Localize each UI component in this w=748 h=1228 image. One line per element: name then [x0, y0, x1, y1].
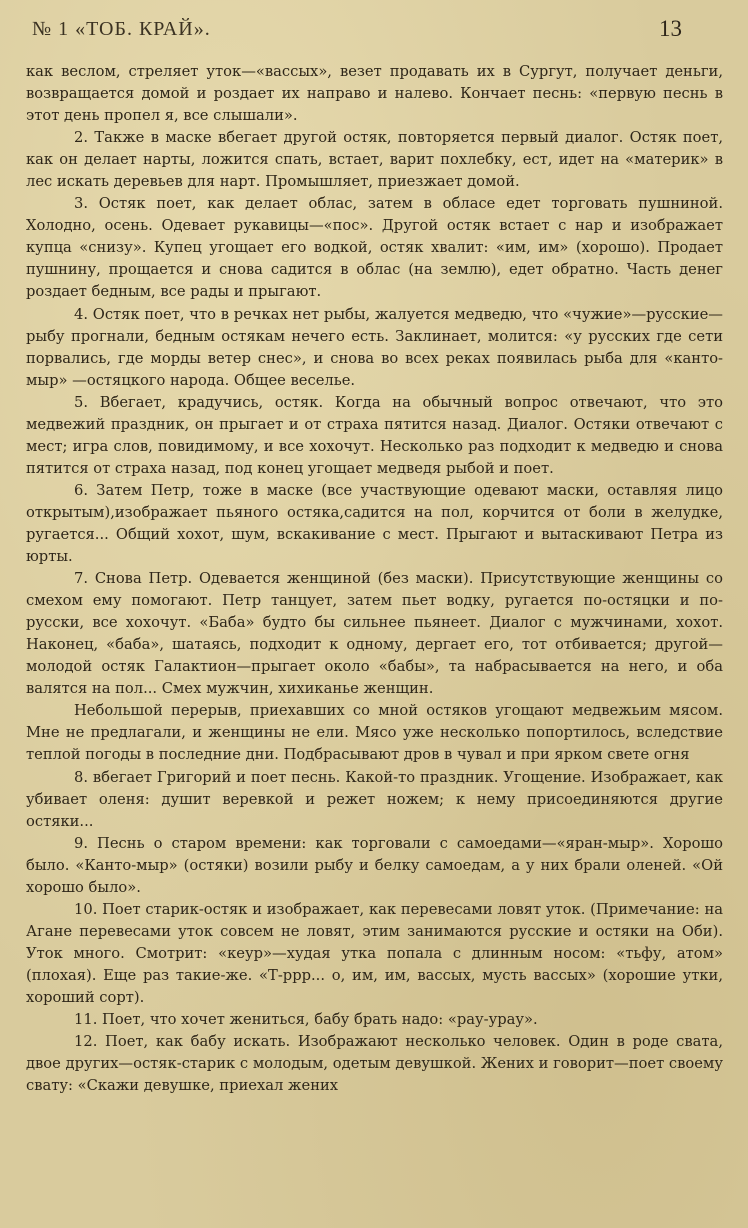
page-number: 13: [659, 16, 682, 41]
paragraph-4: 4. Остяк поет, что в речках нет рыбы, жалуется медведю, что «чужие»—русские—рыбу прогнали, бедным остякам нечего есть. Заклинает, молится: «у русских где сети порвались, где морды ветер снес», и снова во всех реках появилась рыба для «канто-мыр» —остяцкого народа. Общее веселье.: [26, 305, 723, 389]
paragraph-interlude: Небольшой перерыв, приехавших со мной остяков угощают медвежьим мясом. Мне не предлагали, и женщины не ели. Мясо уже несколько попортилось, вследствие теплой погоды в последние дни. Подбрасывают дров в чувал и при ярком свете огня: [26, 702, 723, 764]
paragraph-12: 12. Поет, как бабу искать. Изображают несколько человек. Один в роде свата, двое других—остяк-старик с молодым, одетым девушкой. Жених и говорит—поет своему свату: «Скажи девушке, приехал жених: [26, 1033, 723, 1095]
page-header: [28, 14, 682, 50]
paragraph-3: 3. Остяк поет, как делает облас, затем в обласе едет торговать пушниной. Холодно, осень. Одевает рукавицы—«пос». Другой остяк встает с нар и изображает купца «снизу». Купец угощает его водкой, остяк хвалит: «им, им» (хорошо). Продает пушнину, прощается и снова садится в облас (на землю), едет обратно. Часть денег роздает бедным, все рады и прыгают.: [26, 195, 723, 301]
paragraph-5: 5. Вбегает, крадучись, остяк. Когда на обычный вопрос отвечают, что это медвежий праздник, он прыгает и от страха пятится назад. Диалог. Остяки отвечают с мест; игра слов, повидимому, и все хохочут. Несколько раз подходит к медведю и снова пятится от страха назад, под конец угощает медведя рыбой и поет.: [26, 393, 723, 477]
running-head: № 1 «ТОБ. КРАЙ».: [32, 18, 211, 40]
body-text: [26, 61, 723, 1097]
paragraph-2: 2. Также в маске вбегает другой остяк, повторяется первый диалог. Остяк поет, как он делает нарты, ложится спать, встает, варит похлебку, ест, идет на «материк» в лес искать деревьев для нарт. Промышляет, приезжает домой.: [26, 129, 723, 191]
paragraph-7: 7. Снова Петр. Одевается женщиной (без маски). Присутствующие женщины со смехом ему помогают. Петр танцует, затем пьет водку, ругается по-остяцки и по-русски, все хохочут. «Баба» будто бы сильнее пьянеет. Диалог с мужчинами, хохот. Наконец, «баба», шатаясь, подходит к одному, дергает его, тот отбивается; другой—молодой остяк Галактион—прыгает около «бабы», та набрасывается на него, и оба валятся на пол... Смех мужчин, хихиканье женщин.: [26, 570, 723, 698]
paragraph-10: 10. Поет старик-остяк и изображает, как перевесами ловят уток. (Примечание: на Агане перевесами уток совсем не ловят, этим занимаются русские и остяки на Оби). Уток много. Смотрит: «кеур»—худая утка попала с длинным носом: «тьфу, атом» (плохая). Еще раз такие-же. «Т-ррр... о, им, им, вассых, мусть вассых» (хорошие утки, хороший сорт).: [26, 900, 723, 1006]
paragraph-11: 11. Поет, что хочет жениться, бабу брать надо: «рау-урау».: [74, 1011, 538, 1029]
paragraph-6: 6. Затем Петр, тоже в маске (все участвующие одевают маски, оставляя лицо открытым),изображает пьяного остяка,садится на пол, корчится от боли в желудке, ругается... Общий хохот, шум, вскакивание с мест. Прыгают и вытаскивают Петра из юрты.: [26, 481, 723, 566]
paragraph-continuation: как веслом, стреляет уток—«вассых», везет продавать их в Сургут, получает деньги, возвращается домой и роздает их направо и налево. Кончает песнь: «первую песнь в этот день пропел я, все слышали».: [26, 63, 723, 125]
paragraph-9: 9. Песнь о старом времени: как торговали с самоедами—«яран-мыр». Хорошо было. «Канто-мыр» (остяки) возили рыбу и белку самоедам, а у них брали оленей. «Ой хорошо было».: [26, 834, 723, 896]
paragraph-8: 8. вбегает Григорий и поет песнь. Какой-то праздник. Угощение. Изображает, как убивает оленя: душит веревкой и режет ножем; к нему присоединяются другие остяки...: [26, 768, 723, 830]
